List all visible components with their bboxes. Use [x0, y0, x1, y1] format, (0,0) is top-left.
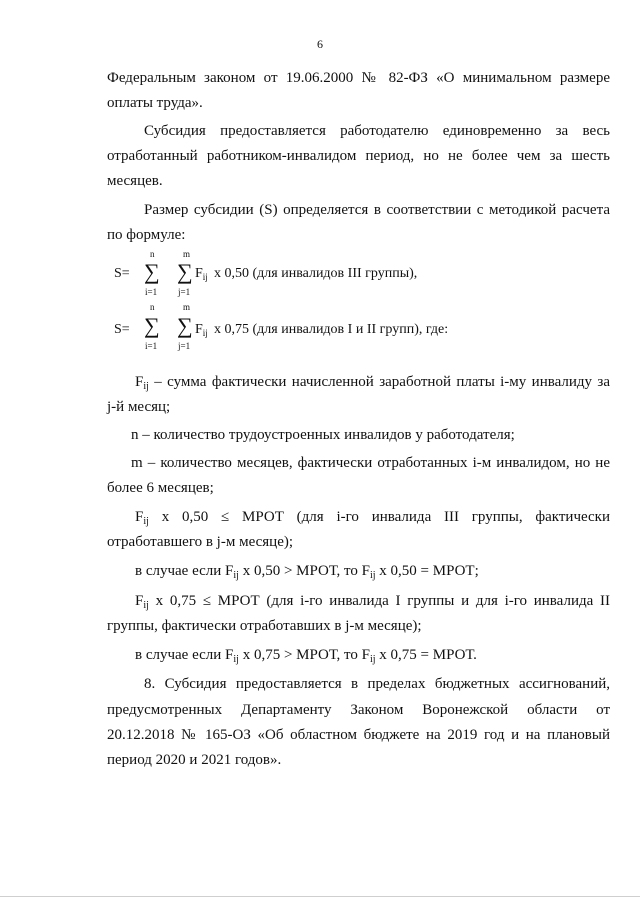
formula-lhs: S=	[114, 322, 130, 337]
formula-rest: x 0,50 (для инвалидов III группы),	[214, 266, 418, 281]
condition-line: в случае если $F_{ij}$ x 0,50 > МРОТ, то $F_{ij}$ x 0,50 = МРОТ;	[135, 563, 479, 581]
sum-lower-limit: j=1	[178, 287, 191, 297]
page-number: 6	[317, 37, 323, 51]
sigma-symbol: ∑	[144, 259, 160, 284]
text-line: отработавшего в j-м месяце);	[107, 534, 294, 550]
condition-line: в случае если $F_{ij}$ x 0,75 > МРОТ, то $F_{ij}$ x 0,75 = МРОТ.	[135, 647, 477, 665]
sigma-symbol: ∑	[177, 313, 193, 338]
text-line: по формуле:	[107, 227, 186, 243]
text-line: 8. Субсидия предоставляется в пределах бюджетных ассигнований,	[144, 676, 610, 692]
text-line: отработанный работником-инвалидом период, но не более чем за шесть	[107, 148, 610, 164]
text-line: Федеральным законом от 19.06.2000 № 82-ФЗ «О минимальном размере	[107, 70, 610, 86]
sum-upper-limit: m	[183, 249, 191, 259]
text-line: период 2020 и 2021 годов».	[107, 752, 282, 768]
definition-f-line: $F_{ij}$ – сумма фактически начисленной заработной платы i-му инвалиду за	[135, 374, 610, 392]
formula-variable: $F_{ij}$	[195, 266, 208, 282]
sum-upper-limit: m	[183, 302, 191, 312]
sum-upper-limit: n	[150, 249, 155, 259]
page-edge-divider	[0, 896, 640, 897]
sum-lower-limit: i=1	[145, 287, 158, 297]
formula-lhs: S=	[114, 266, 130, 281]
definition-m-line: m – количество месяцев, фактически отработанных i-м инвалидом, но не	[131, 455, 610, 471]
sum-upper-limit: n	[150, 302, 155, 312]
text-line: оплаты труда».	[107, 95, 203, 111]
sigma-symbol: ∑	[177, 259, 193, 284]
text-line: месяцев.	[107, 173, 163, 189]
text-line: предусмотренных Департаменту Законом Воронежской области от	[107, 702, 610, 718]
definition-n-line: n – количество трудоустроенных инвалидов у работодателя;	[131, 427, 515, 443]
text-line: Размер субсидии (S) определяется в соответствии с методикой расчета	[144, 202, 610, 218]
formula-variable: $F_{ij}$	[195, 322, 208, 338]
sum-lower-limit: j=1	[178, 341, 191, 351]
text-line: группы, фактически отработавших в j-м месяце);	[107, 618, 422, 634]
sum-lower-limit: i=1	[145, 341, 158, 351]
sigma-symbol: ∑	[144, 313, 160, 338]
condition-line: $F_{ij}$ x 0,50 ≤ МРОТ (для i-го инвалида III группы, фактически	[135, 509, 610, 527]
text-line: j-й месяц;	[107, 399, 171, 415]
formula-rest: x 0,75 (для инвалидов I и II групп), где:	[214, 322, 449, 337]
condition-line: $F_{ij}$ x 0,75 ≤ МРОТ (для i-го инвалида I группы и для i-го инвалида II	[135, 593, 610, 611]
text-line: более 6 месяцев;	[107, 480, 214, 496]
text-line: Субсидия предоставляется работодателю единовременно за весь	[144, 123, 610, 139]
text-line: 20.12.2018 № 165-ОЗ «Об областном бюджете на 2019 год и на плановый	[107, 727, 610, 743]
